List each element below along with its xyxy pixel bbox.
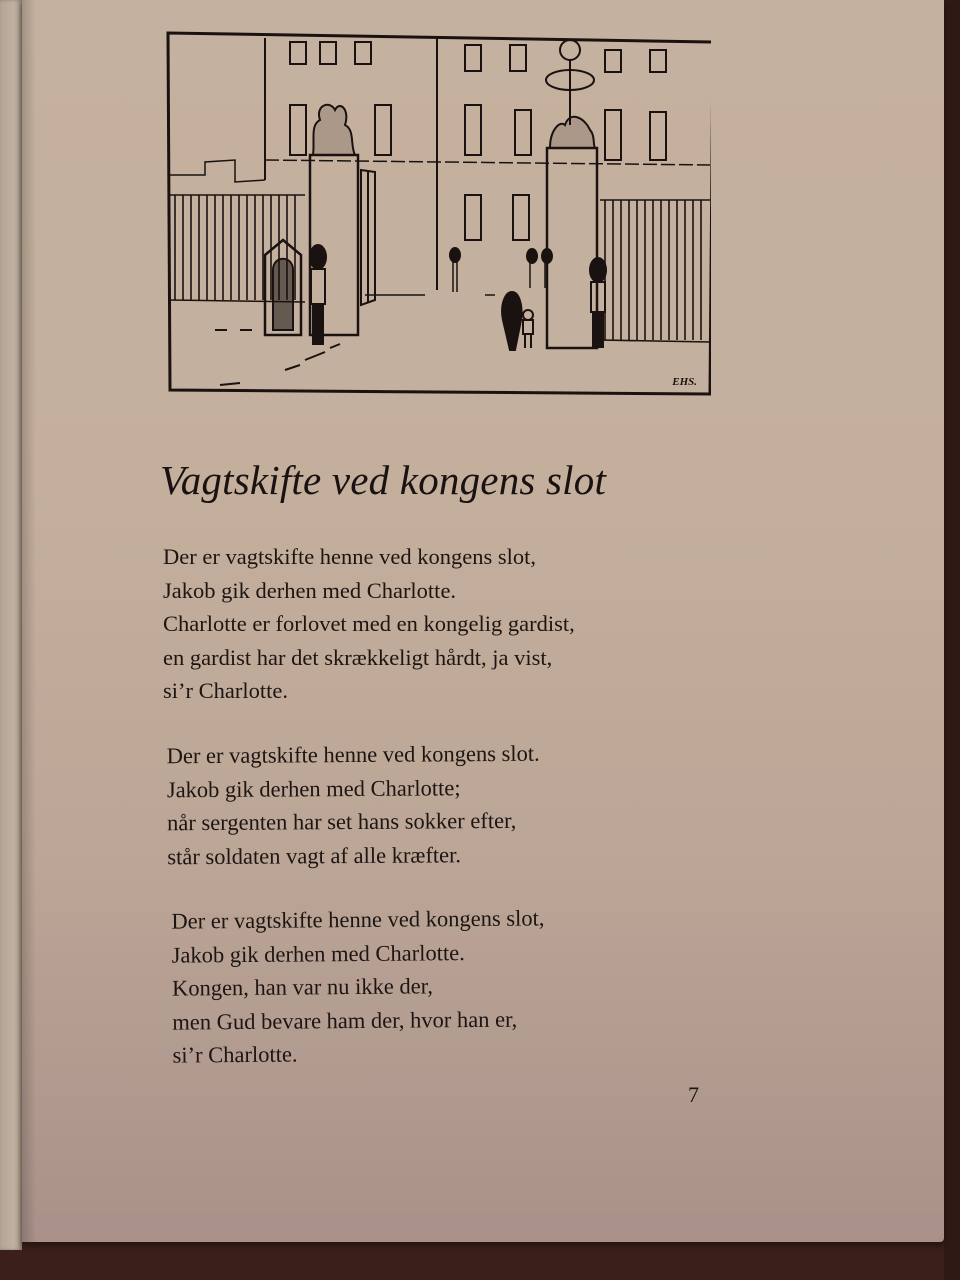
verse-line: står soldaten vagt af alle kræfter. [167,841,462,869]
verse-line: Der er vagtskifte henne ved kongens slot. [166,740,540,769]
stanza-1 [163,540,575,708]
verse-line: Der er vagtskifte henne ved kongens slot, [171,905,545,934]
verse-line: Kongen, han var nu ikke der, [171,973,434,1001]
stanza-2 [167,737,541,874]
book-page [22,0,944,1242]
adjacent-left-page-edge [0,0,22,1250]
illustrator-signature: EHS. [672,376,697,388]
verse-line: men Gud bevare ham der, hvor han er, [172,1006,518,1035]
stanza-3 [171,901,545,1072]
verse-line: Jakob gik derhen med Charlotte. [171,939,465,968]
verse-line: Jakob gik derhen med Charlotte. [163,577,457,603]
verse-line: Charlotte er forlovet med en kongelig gardist, [163,611,575,636]
verse-line: når sergenten har set hans sokker efter, [167,807,517,836]
verse-line: si’r Charlotte. [163,678,288,703]
page-number: 7 [688,1082,699,1107]
verse-line: en gardist har det skrækkeligt hårdt, ja vist, [163,644,553,670]
poem-title: Vagtskifte ved kongens slot [160,457,607,503]
verse-line: Der er vagtskifte henne ved kongens slot, [163,544,537,569]
table-background [944,0,960,1280]
verse-line: Jakob gik derhen med Charlotte; [166,774,461,802]
palace-gate-illustration [165,30,711,396]
verse-line: si’r Charlotte. [172,1041,298,1068]
